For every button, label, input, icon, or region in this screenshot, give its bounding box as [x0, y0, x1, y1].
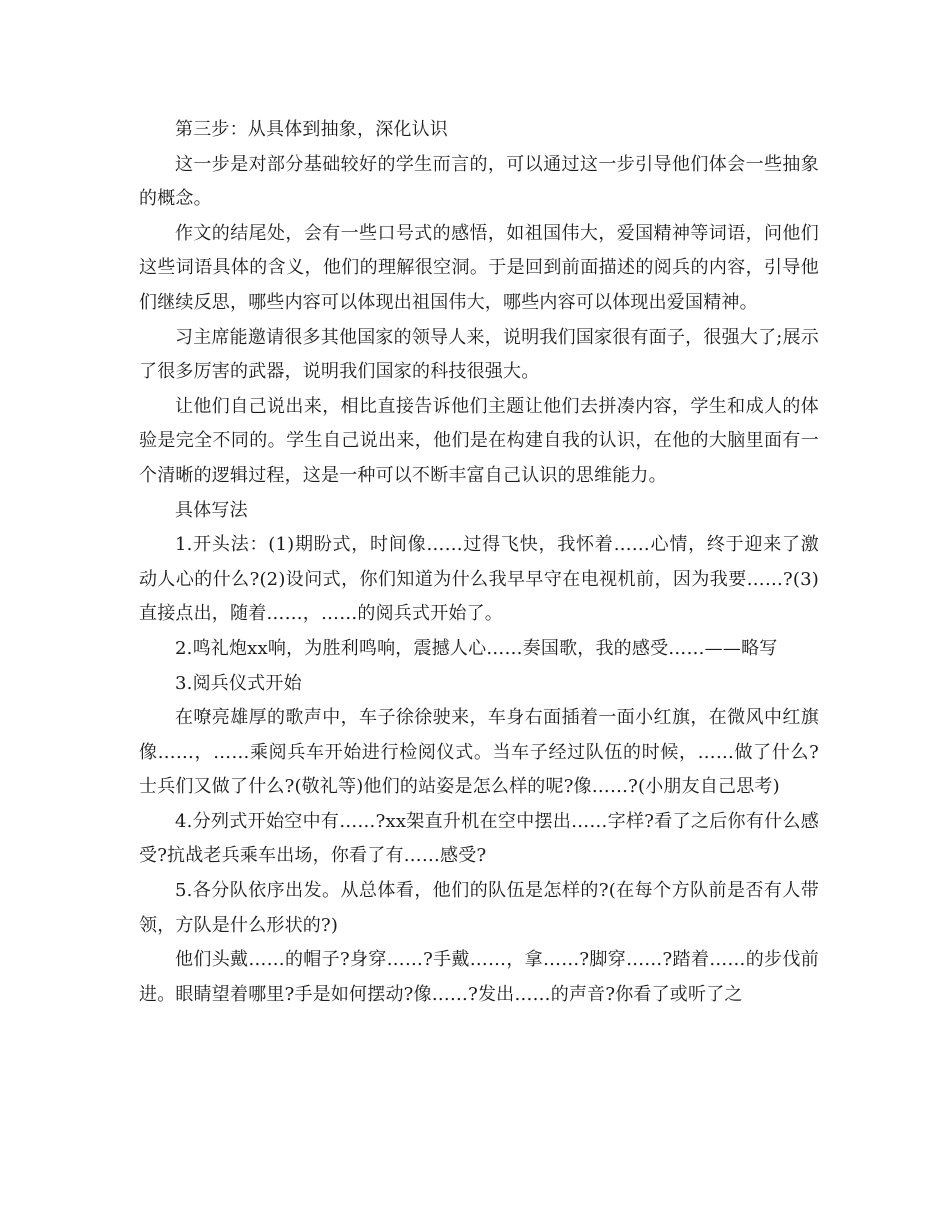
list-item-salute: 2.鸣礼炮xx响，为胜利鸣响，震撼人心……奏国歌，我的感受……——略写	[175, 637, 778, 659]
step-three-heading: 第三步：从具体到抽象，深化认识	[175, 119, 448, 140]
paragraph: 让他们自己说出来，相比直接告诉他们主题让他们去拼凑内容，学生和成人的体验是完全不同的。学生自己说出来，他们是在构建自我的认识，在他的大脑里面有一个清晰的逻辑过程，这是一种可以不断丰富自己认识的思维能力。	[139, 395, 819, 486]
list-item-opening: 1.开头法：(1)期盼式，时间像……过得飞快，我怀着……心情，终于迎来了激动人心的什么?(2)设问式，你们知道为什么我早早守在电视机前，因为我要……?(3)直接点出，随着……，……的阅兵式开始了。	[139, 534, 819, 625]
paragraph: 在嘹亮雄厚的歌声中，车子徐徐驶来，车身右面插着一面小红旗，在微风中红旗像……，……乘阅兵车开始进行检阅仪式。当车子经过队伍的时候，……做了什么?士兵们又做了什么?(敬礼等)他们的站姿是怎么样的呢?像……?(小朋友自己思考)	[139, 707, 819, 798]
list-item-ceremony: 3.阅兵仪式开始	[175, 672, 302, 694]
writing-method-heading: 具体写法	[175, 499, 248, 521]
list-item-squads: 5.各分队依序出发。从总体看，他们的队伍是怎样的?(在每个方队前是否有人带领，方队是什么形状的?)	[139, 880, 819, 936]
paragraph: 习主席能邀请很多其他国家的领导人来，说明我们国家很有面子，很强大了;展示了很多厉害的武器，说明我们国家的科技很强大。	[139, 326, 819, 383]
paragraph: 作文的结尾处，会有一些口号式的感悟，如祖国伟大，爱国精神等词语，问他们这些词语具体的含义，他们的理解很空洞。于是回到前面描述的阅兵的内容，引导他们继续反思，哪些内容可以体现出祖国伟大，哪些内容可以体现出爱国精神。	[139, 222, 819, 313]
paragraph: 这一步是对部分基础较好的学生而言的，可以通过这一步引导他们体会一些抽象的概念。	[139, 153, 819, 210]
list-item-formation: 4.分列式开始空中有……?xx架直升机在空中摆出……字样?看了之后你有什么感受?抗战老兵乘车出场，你看了有……感受?	[139, 810, 819, 867]
document-body	[139, 113, 819, 1012]
paragraph: 他们头戴……的帽子?身穿……?手戴……，拿……?脚穿……?踏着……的步伐前进。眼睛望着哪里?手是如何摆动?像……?发出……的声音?你看了或听了之	[139, 949, 819, 1005]
